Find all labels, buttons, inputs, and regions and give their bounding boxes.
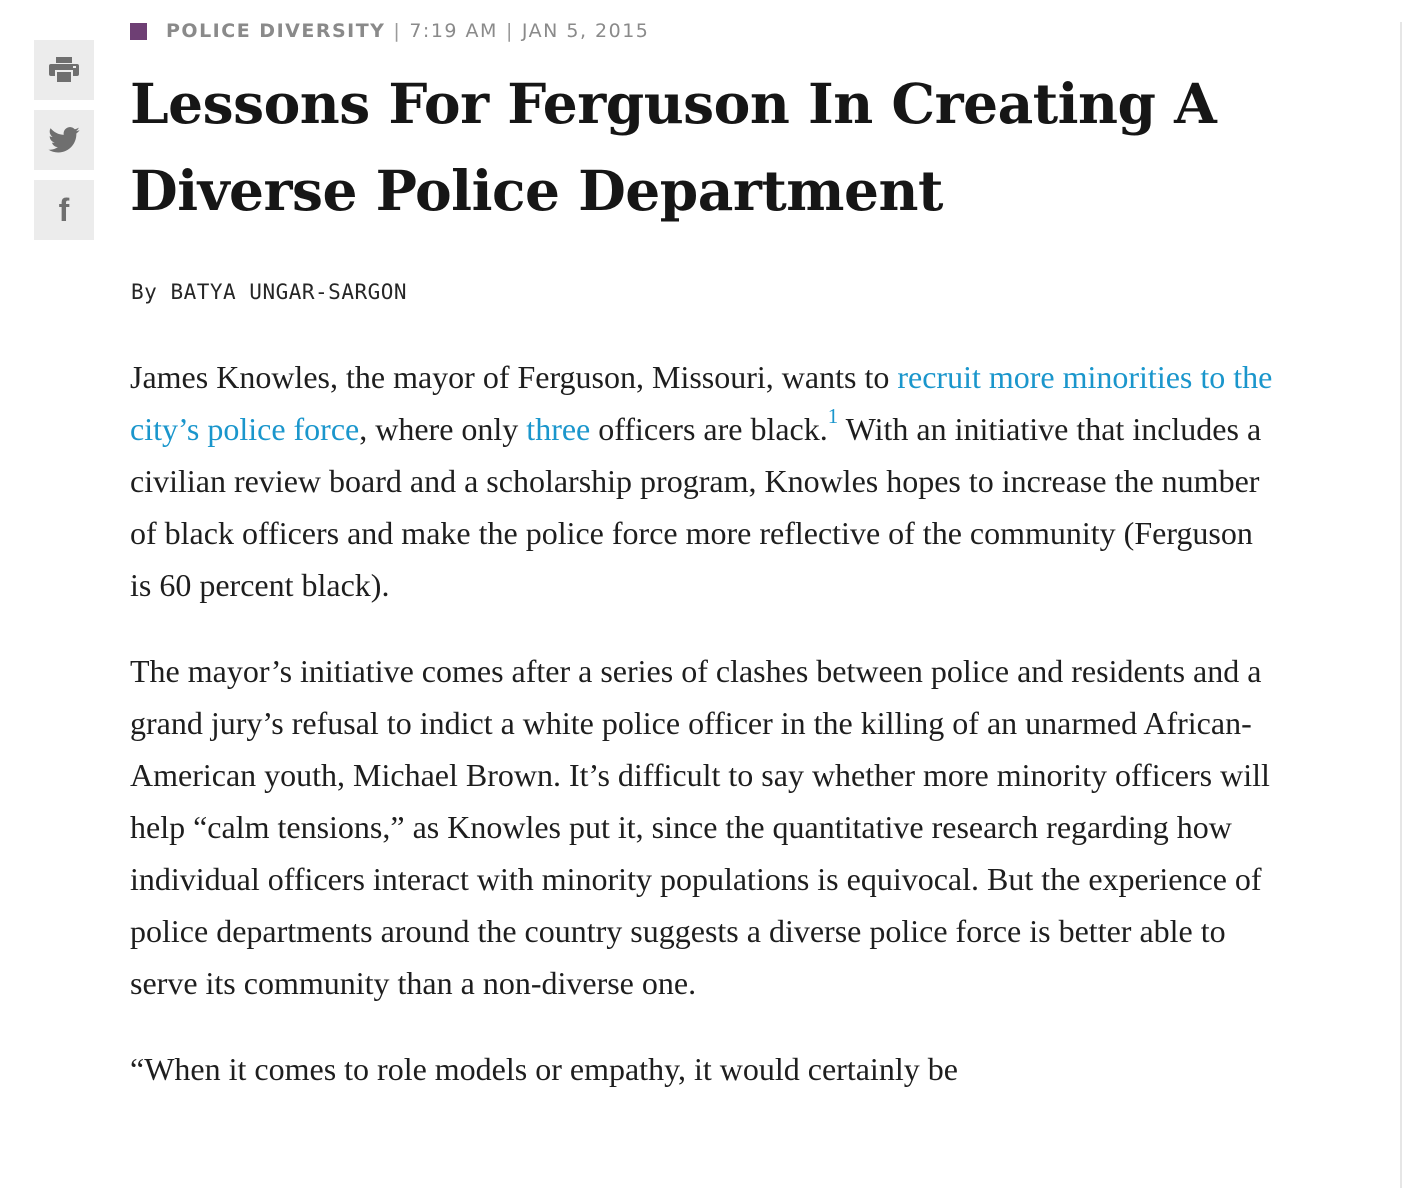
paragraph-1: [130, 351, 1280, 611]
byline: [131, 280, 407, 304]
byline-prefix: By: [131, 280, 158, 304]
title-line-1: Lessons For Ferguson In Creating A: [130, 71, 1217, 136]
recruit-minorities-link[interactable]: recruit more minorities to the city’s police force: [130, 359, 1273, 447]
meta-separator: |: [393, 20, 402, 42]
article-time: 7:19 AM: [409, 20, 498, 42]
author-link[interactable]: BATYA UNGAR-SARGON: [170, 280, 408, 304]
print-button[interactable]: [34, 40, 94, 100]
share-toolbar: [34, 40, 94, 250]
footnote-1-link[interactable]: 1: [827, 404, 839, 429]
print-icon: [48, 56, 80, 84]
p1-text-b: , where only: [359, 411, 527, 447]
title-line-2: Diverse Police Department: [130, 158, 943, 223]
article-body: [130, 351, 1280, 1129]
category-link[interactable]: POLICE DIVERSITY: [166, 20, 386, 42]
article-meta: [130, 18, 649, 44]
article-title: [130, 60, 1280, 234]
twitter-icon: [48, 127, 80, 153]
p1-text-a: James Knowles, the mayor of Ferguson, Missouri, wants to: [130, 359, 898, 395]
p1-text-c: officers are black.: [590, 411, 828, 447]
article-date: JAN 5, 2015: [521, 20, 650, 42]
category-square: [130, 23, 147, 40]
three-officers-link[interactable]: three: [526, 411, 591, 447]
facebook-icon: f: [58, 192, 70, 228]
p1-text-d: With an initiative that includes a civilian review board and a scholarship program, Knowles hopes to increase the number of black officers and make the police force more reflective of the community (Ferguson is 60 percent black).: [130, 411, 1262, 603]
paragraph-3: “When it comes to role models or empathy, it would certainly be: [130, 1051, 958, 1087]
paragraph-2: The mayor’s initiative comes after a series of clashes between police and residents and a grand jury’s refusal to indict a white police officer in the killing of an unarmed African-American youth, Michael Brown. It’s difficult to say whether more minority officers will help “calm tensions,” as Knowles put it, since the quantitative research regarding how individual officers interact with minority populations is equivocal. But the experience of police departments around the country suggests a diverse police force is better able to serve its community than a non-diverse one.: [130, 653, 1270, 1001]
twitter-share-button[interactable]: [34, 110, 94, 170]
facebook-share-button[interactable]: [34, 180, 94, 240]
meta-separator: |: [505, 20, 514, 42]
page-right-border: [1400, 22, 1402, 1188]
